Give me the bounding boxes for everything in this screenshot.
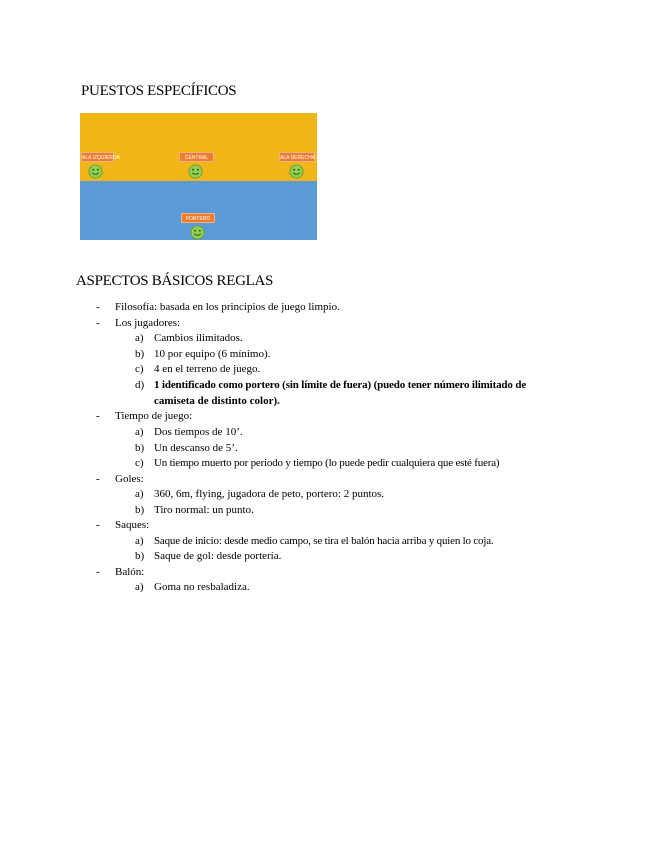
positions-diagram <box>80 113 317 240</box>
list-item: 10 por equipo (6 mínimo). <box>154 348 271 360</box>
player-tag-central: CENTRAL <box>179 152 214 162</box>
list-marker: a) <box>135 488 144 500</box>
list-item: 4 en el terreno de juego. <box>154 363 261 375</box>
list-item-bold: 1 identificado como portero (sin límite de fuera) (puedo tener número ilimitado de <box>154 379 527 391</box>
list-marker: c) <box>135 363 144 375</box>
rule-tiempo: Tiempo de juego: <box>115 410 193 422</box>
list-marker: b) <box>135 348 145 360</box>
list-marker: c) <box>135 457 144 469</box>
rule-jugadores: Los jugadores: <box>115 317 181 329</box>
player-tag-right-wing: ALA DERECHA <box>279 152 315 162</box>
bullet-dash: - <box>96 410 100 422</box>
list-marker: a) <box>135 332 144 344</box>
list-item: Cambios ilimitados. <box>154 332 243 344</box>
list-marker: a) <box>135 426 144 438</box>
list-item: Un tiempo muerto por periodo y tiempo (lo puede pedir cualquiera que esté fuera) <box>154 457 500 469</box>
list-marker: b) <box>135 550 145 562</box>
rule-goles: Goles: <box>115 473 144 485</box>
list-item: Dos tiempos de 10’. <box>154 426 243 438</box>
list-marker: b) <box>135 504 145 516</box>
rule-saques: Saques: <box>115 519 150 531</box>
rule-balon: Balón: <box>115 566 145 578</box>
section-title-puestos: PUESTOS ESPECÍFICOS <box>81 83 237 99</box>
bullet-dash: - <box>96 519 100 531</box>
list-item: Saque de gol: desde portería. <box>154 550 282 562</box>
player-right-wing-smiley-icon <box>289 164 304 179</box>
list-item: Un descanso de 5’. <box>154 442 238 454</box>
list-marker: a) <box>135 535 144 547</box>
player-tag-goalkeeper: PORTERO <box>181 213 215 223</box>
list-item: 360, 6m, flying, jugadora de peto, portero: 2 puntos. <box>154 488 385 500</box>
list-marker: a) <box>135 581 144 593</box>
list-item-bold-continued: camiseta de distinto color). <box>154 395 280 407</box>
player-tag-left-wing: ALA IZQUIERDA <box>81 152 114 162</box>
list-marker: b) <box>135 442 145 454</box>
list-marker: d) <box>135 379 145 391</box>
bullet-dash: - <box>96 566 100 578</box>
player-goalkeeper-smiley-icon <box>190 225 205 240</box>
list-item: Saque de inicio: desde medio campo, se tira el balón hacia arriba y quien lo coja. <box>154 535 494 547</box>
list-item: Tiro normal: un punto. <box>154 504 254 516</box>
player-central-smiley-icon <box>188 164 203 179</box>
bullet-dash: - <box>96 301 100 313</box>
list-item: Goma no resbaladiza. <box>154 581 250 593</box>
player-left-wing-smiley-icon <box>88 164 103 179</box>
section-title-reglas: ASPECTOS BÁSICOS REGLAS <box>76 273 274 289</box>
bullet-dash: - <box>96 317 100 329</box>
bullet-dash: - <box>96 473 100 485</box>
rule-filosofia: Filosofía: basada en los principios de juego limpio. <box>115 301 340 313</box>
